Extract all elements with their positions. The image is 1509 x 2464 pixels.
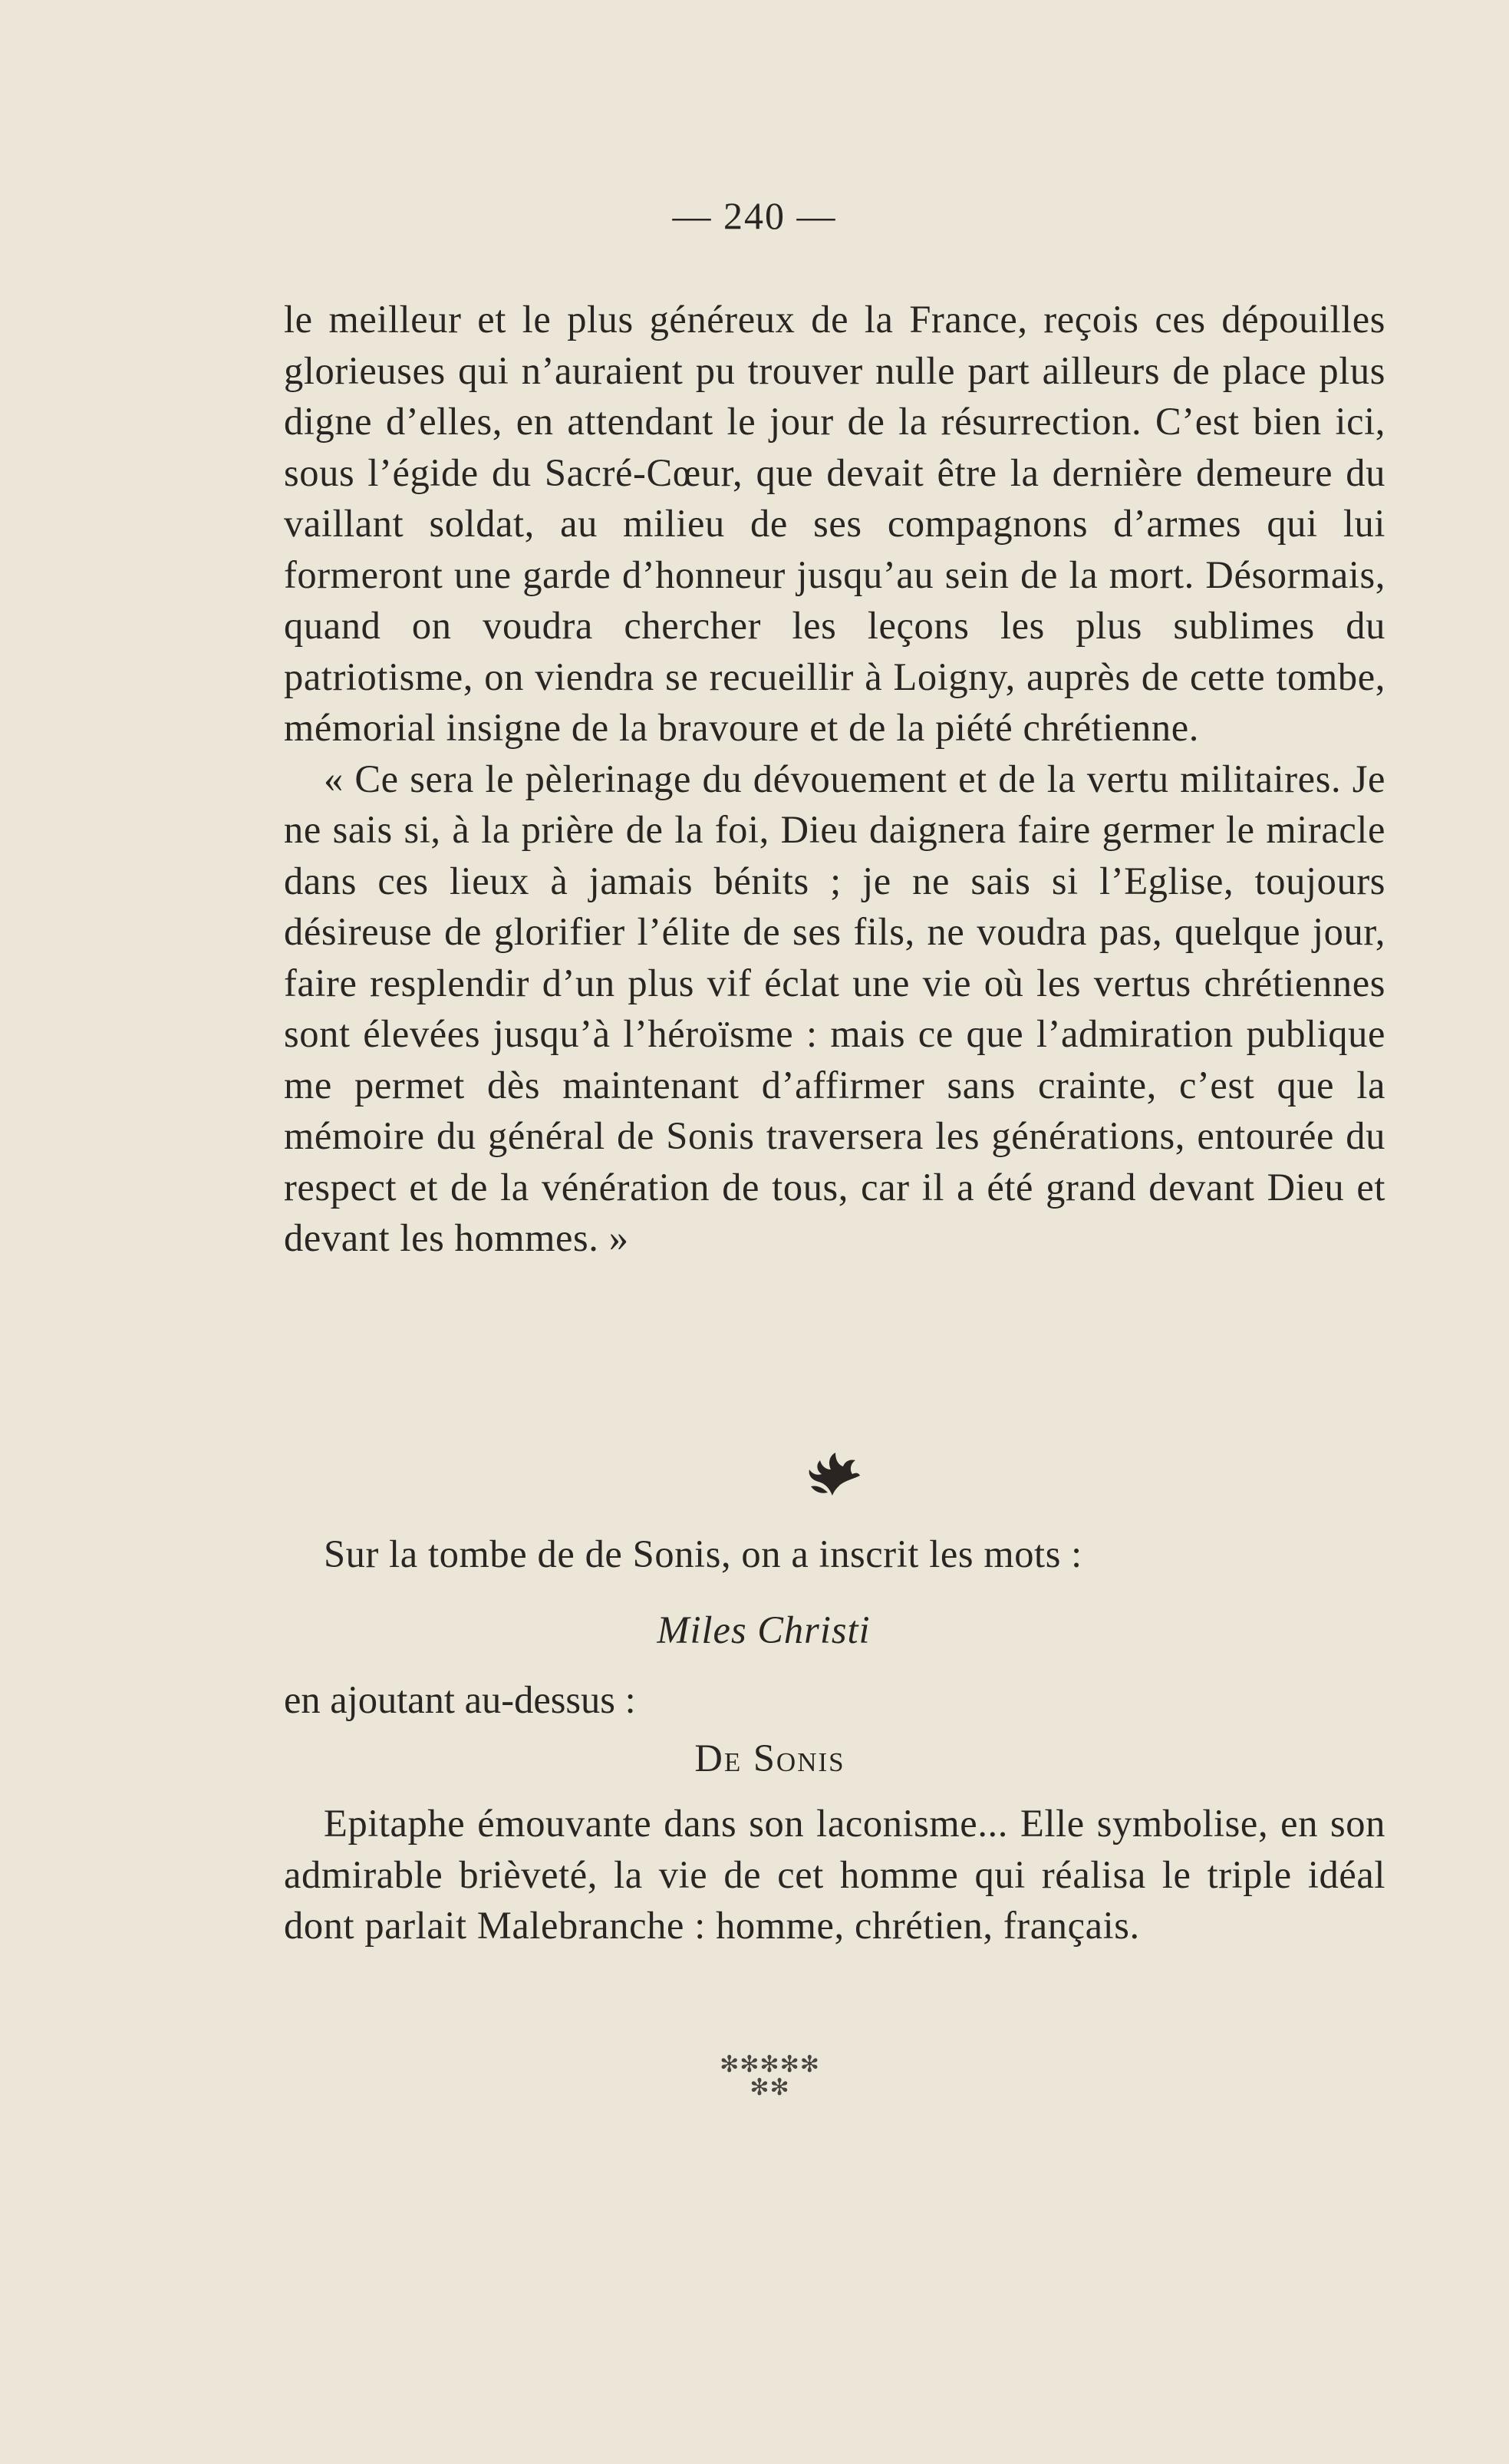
inscription-name: De Sonis bbox=[694, 1737, 845, 1780]
inscription-intro: Sur la tombe de de Sonis, on a inscrit les mots : bbox=[324, 1532, 1082, 1575]
paragraph: le meilleur et le plus généreux de la France, reçois ces dépouilles glorieuses qui n’auraient pu trouver nulle part ailleurs de place plus digne d’elles, en attendant le jour de la résurrection. C’est bien ici, sous l’égide du Sacré-Cœur, que devait être la dernière demeure du vaillant soldat, au milieu de ses compagnons d’armes qui lui formeront une garde d’honneur jusqu’au sein de la mort. Désormais, quand on voudra chercher les leçons les plus sublimes du patriotisme, on viendra se recueillir à Loigny, auprès de cette tombe, mémorial insigne de la bravoure et de la piété chrétienne. bbox=[284, 298, 1385, 749]
paragraph: « Ce sera le pèlerinage du dévouement et de la vertu militaires. Je ne sais si, à la prière de la foi, Dieu daignera faire germer le miracle dans ces lieux à jamais bénits ; je ne sais si l’Eglise, toujours désireuse de glorifier l’élite de ses fils, ne voudra pas, quelque jour, faire resplendir d’un plus vif éclat une vie où les vertus chrétiennes sont élevées jusqu’à l’héroïsme : mais ce que l’admiration publique me permet dès maintenant d’affirmer sans crainte, c’est que la mémoire du général de Sonis traversera les générations, entourée du respect et de la vénération de tous, car il a été grand devant Dieu et devant les hommes. » bbox=[284, 757, 1385, 1259]
end-ornament-stars: ✻✻✻✻✻ bbox=[720, 2052, 820, 2077]
page-number: — 240 — bbox=[672, 194, 837, 237]
inscription-addition: en ajoutant au-dessus : bbox=[284, 1678, 636, 1721]
inscription-intro-block bbox=[284, 1529, 1385, 1580]
main-text bbox=[284, 294, 1385, 1264]
fleuron-icon bbox=[802, 1448, 863, 1502]
inscription-motto: Miles Christi bbox=[657, 1608, 871, 1651]
end-ornament-stars: ✻✻ bbox=[750, 2075, 790, 2100]
closing-paragraph: Epitaphe émouvante dans son laconisme... Elle symbolise, en son admirable brièveté, la vie de cet homme qui réalisa le triple idéal dont parlait Malebranche : homme, chrétien, français. bbox=[284, 1802, 1385, 1947]
closing-text bbox=[284, 1798, 1385, 1951]
